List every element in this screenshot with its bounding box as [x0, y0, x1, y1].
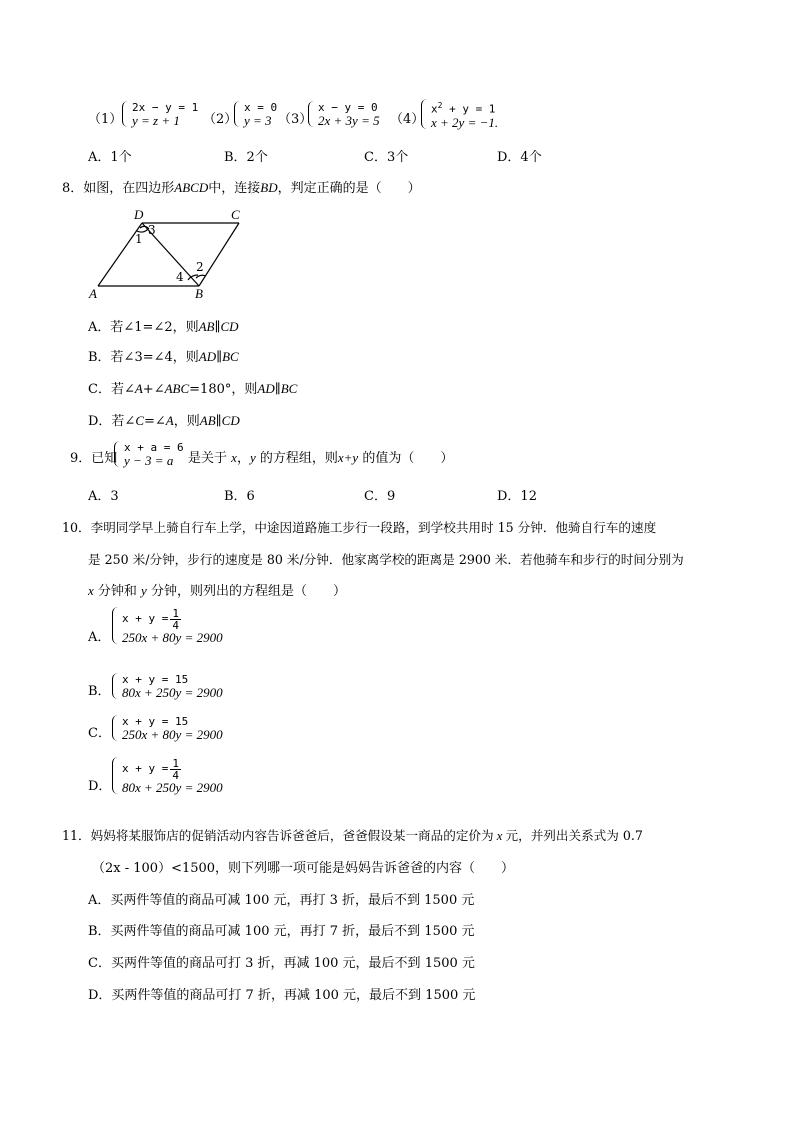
- q10-option-b-label: B．: [88, 684, 111, 699]
- vertex-label-d: D: [134, 207, 144, 222]
- q7-option-b: B．2个: [224, 150, 268, 165]
- angle-label-3: 3: [148, 223, 156, 237]
- q10-a-row-2: 250x + 80y = 2900: [122, 630, 223, 645]
- system-1-row-1: 2x − y = 1: [132, 101, 199, 114]
- system-2-row-1: x = 0: [244, 101, 278, 114]
- q10-stem-line-3: x 分钟和 y 分钟，则列出的方程组是（ ）: [88, 583, 346, 599]
- quadrilateral-figure: [84, 204, 254, 300]
- left-brace: [421, 99, 428, 129]
- q10-b-row-2: 80x + 250y = 2900: [122, 685, 223, 700]
- q10-a-row-1: x + y = $\frac{1}{4}$: [122, 606, 179, 632]
- q9-system: [114, 441, 184, 467]
- q11-stem-line-1: 11．妈妈将某服饰店的促销活动内容告诉爸爸后，爸爸假设某一商品的定价为 x 元，并列出关系式为 0.7: [62, 828, 643, 843]
- system-4-row-2: x + 2y = −1.: [431, 114, 499, 130]
- q10-d-row-2: 80x + 250y = 2900: [122, 780, 223, 795]
- q10-d-row-1: x + y = $\frac{1}{4}$: [122, 756, 179, 782]
- q7-option-c: C．3个: [364, 150, 409, 165]
- left-brace: [112, 673, 119, 699]
- system-2-row-2: y = 3: [244, 113, 272, 128]
- q8-stem: 8．如图，在四边形ABCD中，连接BD，判定正确的是（ ）: [62, 180, 421, 196]
- angle-label-4: 4: [176, 270, 184, 284]
- left-brace: [234, 101, 241, 127]
- q8-option-a: A．若∠1=∠2，则AB∥CD: [88, 319, 239, 335]
- q10-stem-line-2: 是 250 米/分钟，步行的速度是 80 米/分钟．他家离学校的距离是 2900 米．若他骑车和步行的时间分别为: [88, 552, 684, 567]
- q10-c-row-1: x + y = 15: [122, 715, 189, 728]
- left-brace: [112, 607, 119, 644]
- system-4-label: （4）: [390, 112, 425, 127]
- q10-option-a-label: A．: [88, 630, 111, 645]
- vertex-label-a: A: [89, 286, 97, 300]
- system-4-row-1: $x^2 + y = 1$: [431, 101, 496, 116]
- q8-option-c: C．若∠A+∠ABC=180°，则AD∥BC: [88, 381, 298, 397]
- q9-stem-end: 是关于 x，y 的方程组，则x+y 的值为（ ）: [188, 450, 454, 466]
- q10-option-d-label: D．: [88, 779, 112, 794]
- q11-option-d: D．买两件等值的商品可打 7 折，再减 100 元，最后不到 1500 元: [88, 988, 476, 1003]
- vertex-label-b: B: [195, 286, 203, 300]
- system-3-row-2: 2x + 3y = 5: [318, 113, 380, 128]
- left-brace: [308, 101, 315, 127]
- left-brace: [112, 757, 119, 794]
- q8-option-d: D．若∠C=∠A，则AB∥CD: [88, 413, 240, 429]
- system-2-label: （2）: [203, 112, 238, 127]
- q11-stem-line-2: （2x - 100）<1500，则下列哪一项可能是妈妈告诉爸爸的内容（ ）: [92, 861, 515, 876]
- q10-option-c-label: C．: [88, 726, 111, 741]
- q9-system-row-1: x + a = 6: [124, 441, 184, 454]
- q9-option-b: B．6: [224, 489, 255, 504]
- system-2: [234, 101, 277, 127]
- q10-option-a-system: [112, 607, 223, 644]
- q9-option-d: D．12: [497, 489, 537, 504]
- angle-label-2: 2: [196, 260, 204, 274]
- system-1-row-2: y = z + 1: [132, 113, 180, 128]
- q10-option-c-system: [112, 715, 223, 741]
- q9-option-c: C．9: [364, 489, 396, 504]
- q11-option-c: C．买两件等值的商品可打 3 折，再减 100 元，最后不到 1500 元: [88, 956, 475, 971]
- system-1-label: （1）: [88, 112, 123, 127]
- system-1: [122, 101, 198, 127]
- q7-option-d: D．4个: [497, 150, 542, 165]
- q10-option-d-system: [112, 757, 223, 794]
- vertex-label-c: C: [231, 207, 240, 222]
- q11-option-a: A．买两件等值的商品可减 100 元，再打 3 折，最后不到 1500 元: [88, 893, 475, 908]
- q10-c-row-2: 250x + 80y = 2900: [122, 727, 223, 742]
- q7-option-a: A．1个: [88, 150, 132, 165]
- q10-stem-line-1: 10．李明同学早上骑自行车上学，中途因道路施工步行一段路，到学校共用时 15 分钟．他骑自行车的速度: [62, 520, 657, 535]
- system-3-label: （3）: [278, 112, 313, 127]
- angle-label-1: 1: [135, 232, 143, 246]
- q9-stem-start: 9．已知: [70, 451, 118, 466]
- q9-option-a: A．3: [88, 489, 119, 504]
- q9-system-row-2: y − 3 = a: [124, 453, 174, 468]
- system-4: [421, 99, 498, 129]
- system-3-row-1: x − y = 0: [318, 101, 378, 114]
- q10-b-row-1: x + y = 15: [122, 673, 189, 686]
- left-brace: [122, 101, 129, 127]
- q8-option-b: B．若∠3=∠4，则AD∥BC: [88, 349, 239, 365]
- q11-option-b: B．买两件等值的商品可减 100 元，再打 7 折，最后不到 1500 元: [88, 924, 475, 939]
- left-brace: [112, 715, 119, 741]
- system-3: [308, 101, 380, 127]
- left-brace: [114, 441, 121, 467]
- q10-option-b-system: [112, 673, 223, 699]
